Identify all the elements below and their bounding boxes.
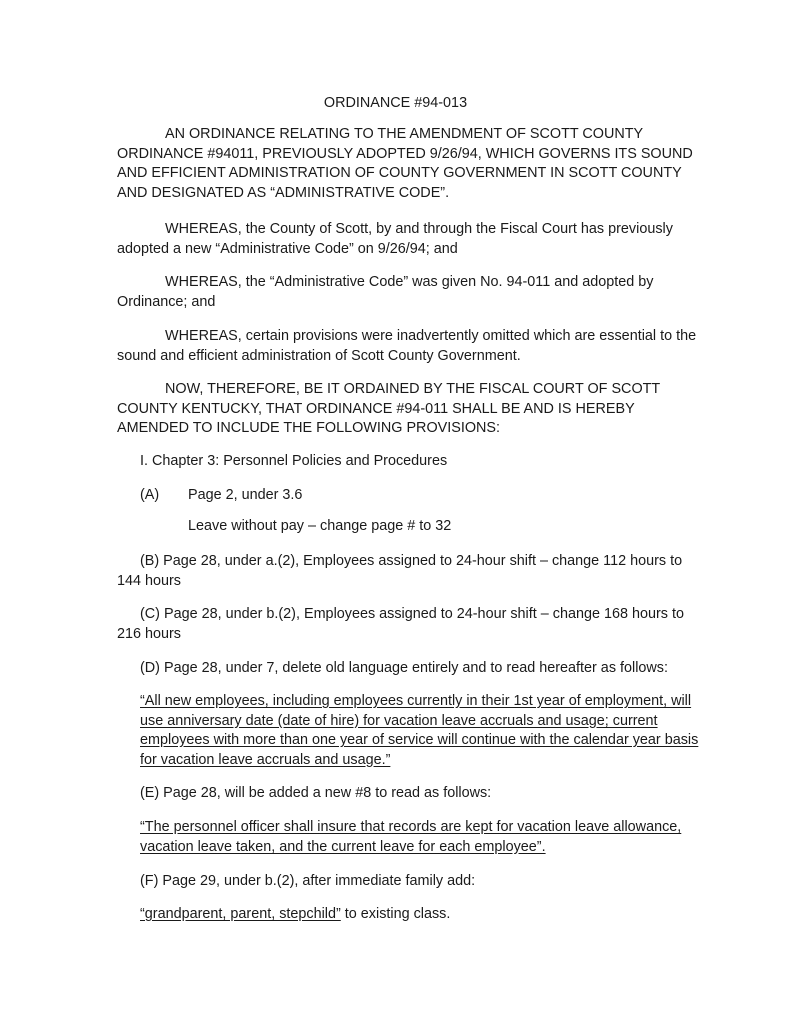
preamble-paragraph: AN ORDINANCE RELATING TO THE AMENDMENT OF SCOTT COUNTY ORDINANCE #94011, PREVIOUSLY ADOPTED 9/26/94, WHICH GOVERNS ITS SOUND AND EFFICIENT ADMINISTRATION OF COUNTY GOVERNMENT IN SCOTT COUNTY AND DESIGNATED AS “ADMINISTRATIVE CODE”. [117, 126, 693, 201]
item-d: (D) Page 28, under 7, delete old language entirely and to read hereafter as follows: [140, 660, 668, 676]
item-a-text: Page 2, under 3.6 [188, 487, 303, 503]
chapter-heading: I. Chapter 3: Personnel Policies and Procedures [140, 453, 448, 469]
item-e: (E) Page 28, will be added a new #8 to read as follows: [140, 785, 492, 801]
item-c: (C) Page 28, under b.(2), Employees assigned to 24-hour shift – change 168 hours to 216 hours [117, 606, 684, 642]
item-b: (B) Page 28, under a.(2), Employees assigned to 24-hour shift – change 112 hours to 144 hours [117, 553, 683, 589]
item-d-quote: “All new employees, including employees currently in their 1st year of employment, will use anniversary date (date of hire) for vacation leave accruals and usage; current employees with more than one year of service will continue with the calendar year basis for vacation leave accruals and usage.” [140, 693, 699, 768]
item-f-quote: “grandparent, parent, stepchild” [140, 906, 341, 922]
ordained-paragraph: NOW, THEREFORE, BE IT ORDAINED BY THE FISCAL COURT OF SCOTT COUNTY KENTUCKY, THAT ORDINANCE #94-011 SHALL BE AND IS HEREBY AMENDED TO INCLUDE THE FOLLOWING PROVISIONS: [117, 381, 660, 436]
whereas-paragraph-1: WHEREAS, the County of Scott, by and through the Fiscal Court has previously adopted a new “Administrative Code” on 9/26/94; and [117, 221, 673, 257]
item-e-quote: “The personnel officer shall insure that records are kept for vacation leave allowance, vacation leave taken, and the current leave for each employee”. [140, 819, 682, 855]
whereas-paragraph-3: WHEREAS, certain provisions were inadvertently omitted which are essential to the sound and efficient administration of Scott County Government. [117, 328, 697, 364]
item-f: (F) Page 29, under b.(2), after immediate family add: [140, 873, 476, 889]
item-f-quote-line [140, 905, 720, 925]
item-a [140, 486, 720, 506]
whereas-paragraph-2: WHEREAS, the “Administrative Code” was given No. 94-011 and adopted by Ordinance; and [117, 274, 654, 310]
item-a-detail: Leave without pay – change page # to 32 [188, 518, 452, 534]
ordinance-title: ORDINANCE #94-013 [323, 95, 468, 111]
item-a-label: (A) [140, 487, 160, 503]
item-f-quote-tail: to existing class. [340, 906, 451, 922]
